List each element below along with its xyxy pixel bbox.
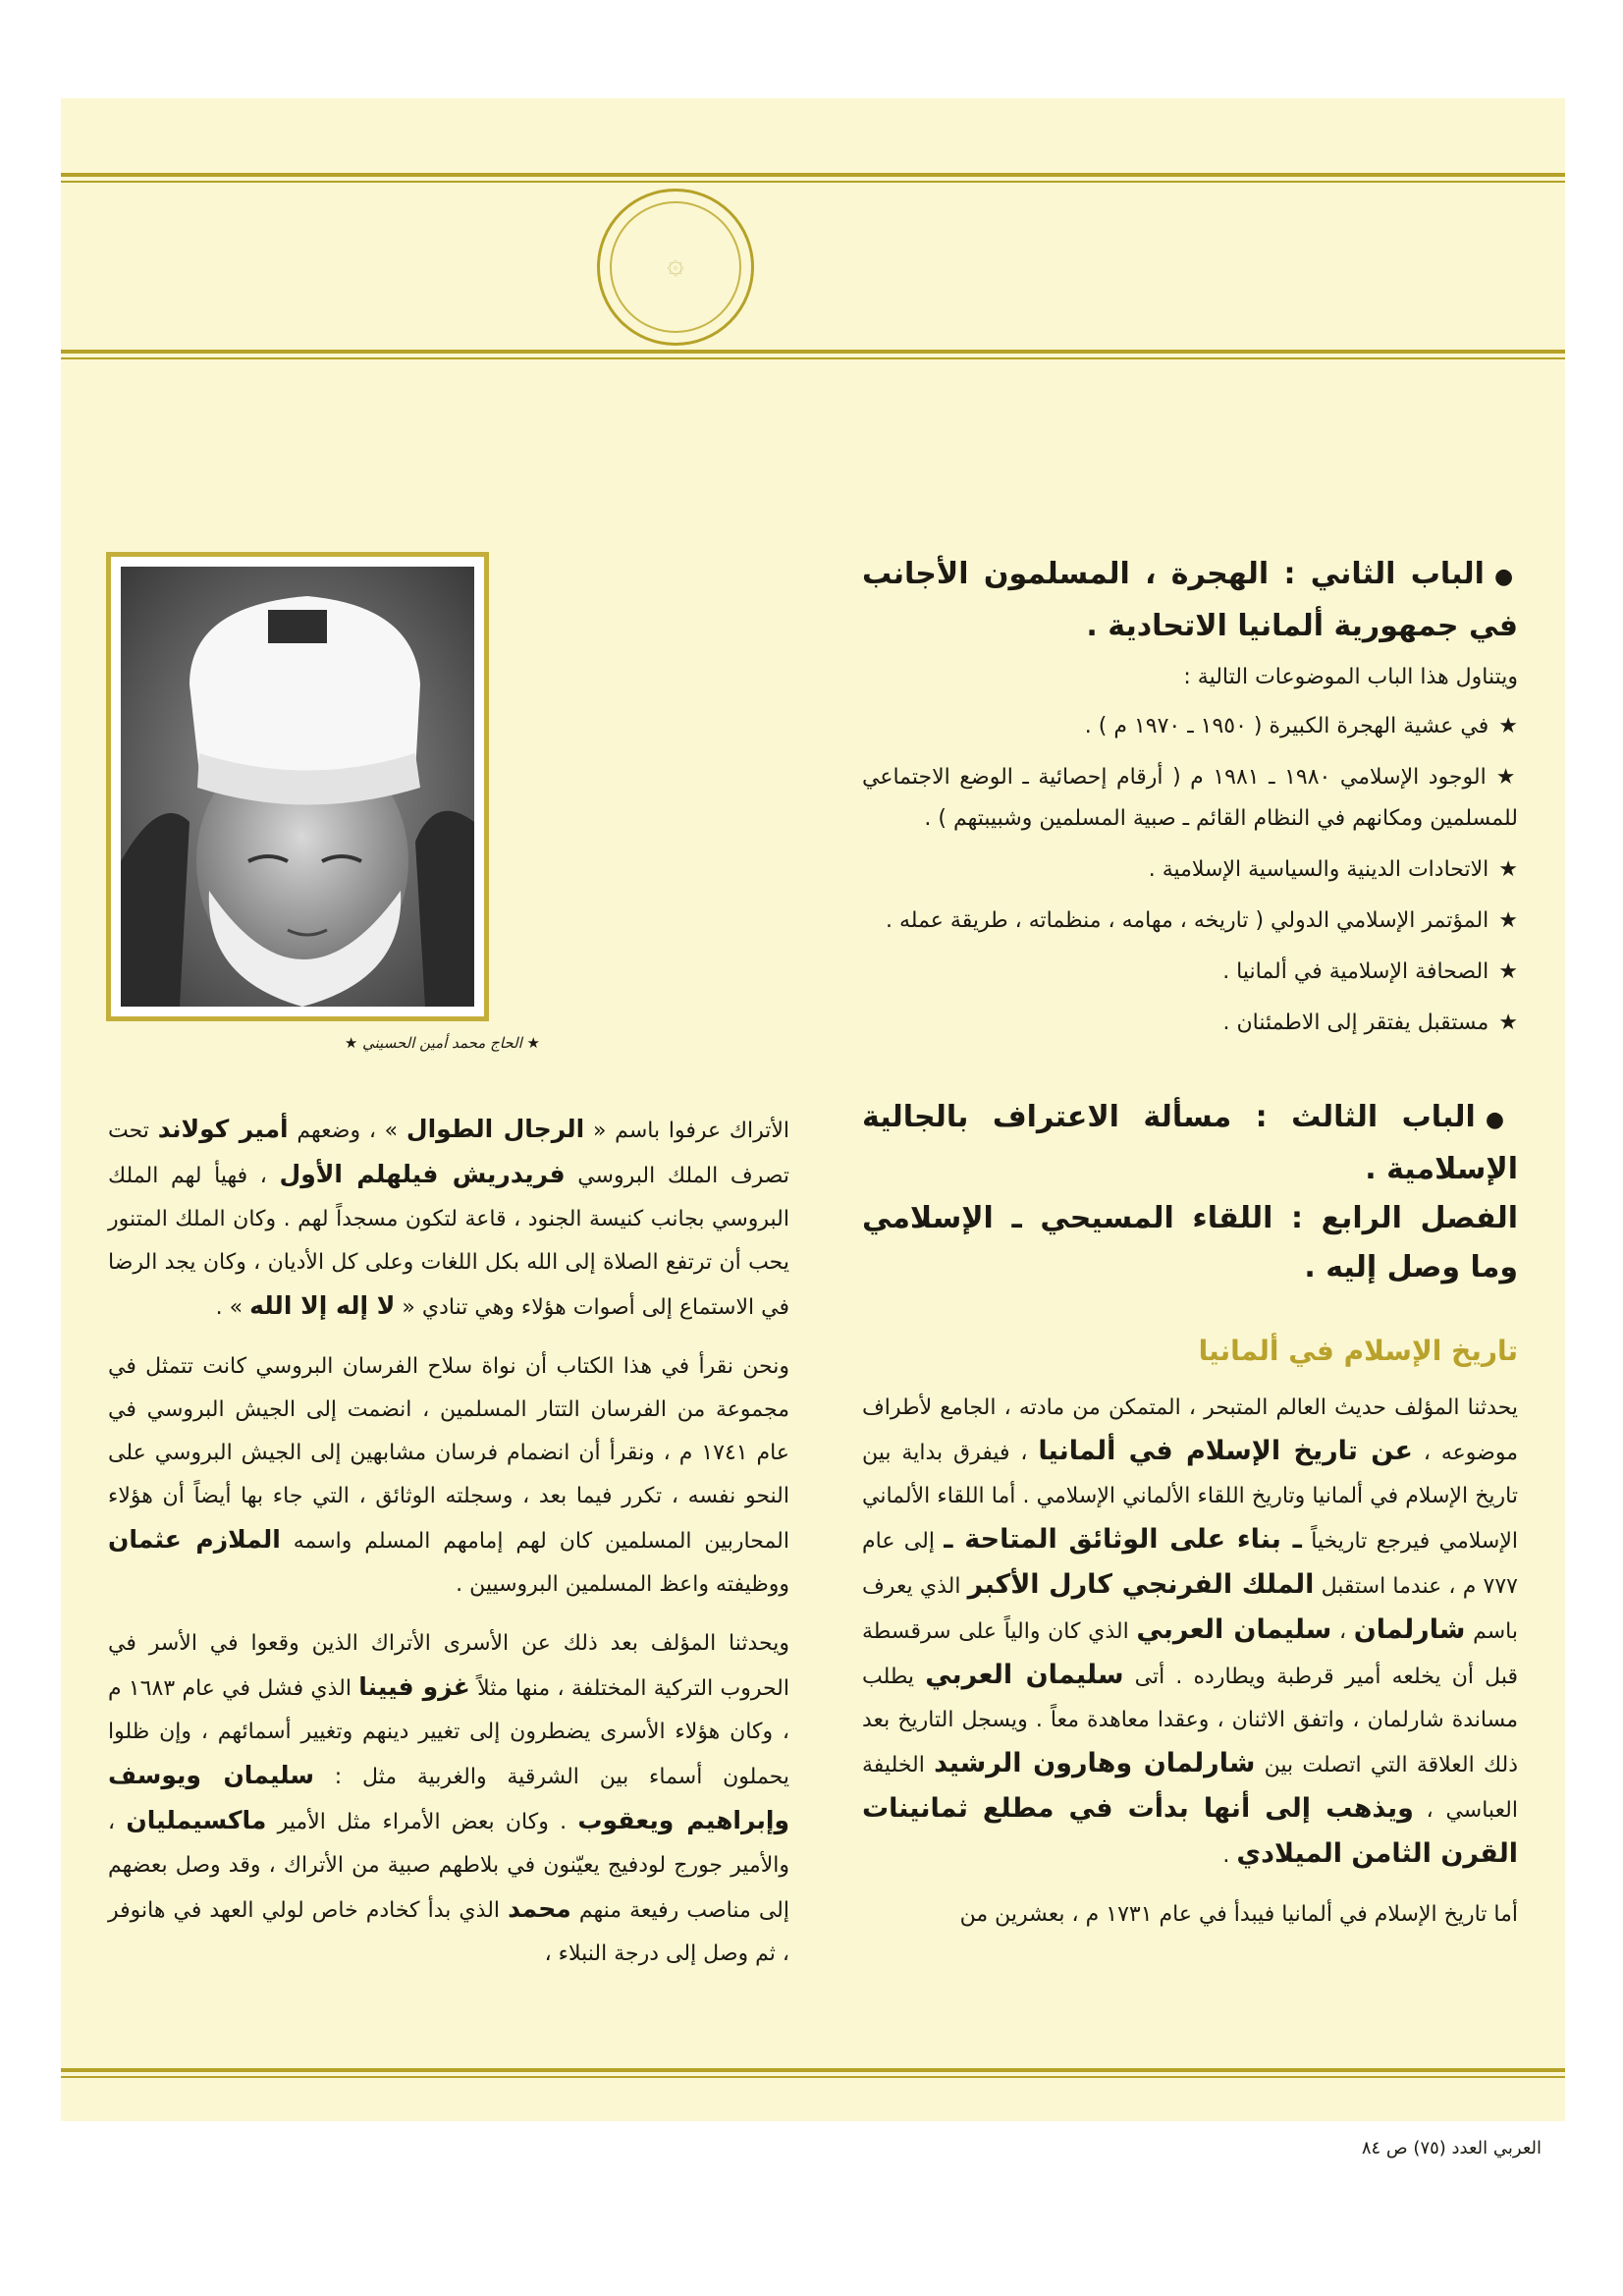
photo-caption: ★ الحاج محمد أمين الحسيني ★ xyxy=(344,1034,540,1052)
emphasis-text: أمير كولاند xyxy=(157,1115,289,1143)
header-rule-bottom-thin xyxy=(61,357,1565,359)
emphasis-text: ماكسيمليان xyxy=(126,1806,267,1834)
emphasis-text: الملازم عثمان xyxy=(108,1525,281,1554)
emphasis-text: فريدريش فيلهلم الأول xyxy=(279,1160,566,1188)
emphasis-text: سليمان العربي xyxy=(925,1660,1124,1690)
emphasis-text: شارلمان وهارون الرشيد xyxy=(934,1748,1256,1778)
star-icon: ★ xyxy=(1498,959,1518,984)
body-text: يطلب مساندة شارلمان ، واتفق الاثنان ، وعقدا معاهدة معاً . ويسجل التاريخ بعد ذلك العلاقة التي اتصلت بين xyxy=(862,1665,1519,1777)
body-text: ونحن نقرأ في هذا الكتاب أن نواة سلاح الفرسان البروسي كانت تتمثل في مجموعة من الفرسان التتار المسلمين ، انضمت إلى الجيش البروسي في عام ١٧٤١ م ، ونقرأ أن انضمام فرسان مشابهين إلى الجيش البروسي على النحو نفسه ، تكرر فيما بعد ، وسجلته الوثائق ، التي جاء بها أيضاً أن هؤلاء المحاربين المسلمين كان لهم إمامهم المسلم واسمه xyxy=(108,1354,789,1554)
body-text: يحدثنا المؤلف حديث العالم المتبحر ، المتمكن من مادته ، الجامع لأطراف موضوعه ، xyxy=(862,1395,1518,1465)
body-text: الأتراك عرفوا باسم « xyxy=(584,1119,790,1143)
body-text: إلى عام ٧٧٧ م ، عندما استقبل xyxy=(862,1529,1518,1599)
star-icon: ★ xyxy=(1498,1011,1518,1035)
emphasis-text: غزو فيينا xyxy=(358,1672,470,1701)
body-text: ويحدثنا المؤلف بعد ذلك عن الأسرى الأتراك الذين وقعوا في الأسر في الحروب التركية المختلفة ، منها مثلاً xyxy=(108,1631,789,1701)
bullet-dot-icon: ● xyxy=(1485,1108,1518,1132)
history-paragraph-2: أما تاريخ الإسلام في ألمانيا فيبدأ في عام ١٧٣١ م ، بعشرين من xyxy=(959,1902,1518,1927)
star-icon: ★ xyxy=(1498,857,1518,882)
star-icon: ★ xyxy=(1495,765,1518,790)
list-item: ★مستقبل يفتقر إلى الاطمئنان . xyxy=(1222,1011,1518,1035)
chapter2-intro: ويتناول هذا الباب الموضوعات التالية : xyxy=(1183,665,1518,689)
emphasis-text: الرجال الطوال xyxy=(406,1115,585,1143)
left-column xyxy=(108,1108,789,1992)
emphasis-text: سليمان العربي xyxy=(1136,1614,1332,1645)
chapter2-heading: ●الباب الثاني : الهجرة ، المسلمون الأجانب في جمهورية ألمانيا الاتحادية . xyxy=(862,557,1518,643)
body-text: » ، وضعهم xyxy=(288,1119,406,1143)
body-text: الذي فشل في عام ١٦٨٣ م ، وكان هؤلاء الأسرى يضطرون إلى تغيير دينهم وتغيير أسمائهم ، وإن ظلوا يحملون أسماء بين الشرقية والغربية مثل : xyxy=(108,1676,789,1789)
list-item: ★الوجود الإسلامي ١٩٨٠ ـ ١٩٨١ م ( أرقام إحصائية ـ الوضع الاجتماعي للمسلمين ومكانهم في النظام القائم ـ صبية المسلمين وشبيبتهم ) . xyxy=(862,765,1518,831)
emphasis-text: ويذهب إلى أنها بدأت في مطلع ثمانينات القرن الثامن الميلادي xyxy=(862,1793,1518,1869)
emphasis-text: ـ بناء على الوثائق المتاحة ـ xyxy=(944,1524,1302,1555)
list-item: ★الصحافة الإسلامية في ألمانيا . xyxy=(1222,959,1518,984)
body-text: تحت تصرف الملك البروسي xyxy=(108,1119,789,1188)
body-text: الذي يعرف باسم xyxy=(862,1574,1518,1644)
body-text: الذي بدأ كخادم خاص لولي العهد في هانوفر ، ثم وصل إلى درجة النبلاء ، xyxy=(108,1898,789,1966)
body-text: الخليفة العباسي ، xyxy=(862,1753,1518,1823)
header-emblem-ornament: ۞ xyxy=(667,246,684,281)
emphasis-text: لا إله إلا الله xyxy=(249,1291,396,1320)
emphasis-text: الملك الفرنجي كارل الأكبر xyxy=(967,1569,1315,1600)
header-rule-top-thin xyxy=(61,181,1565,183)
list-item: ★الاتحادات الدينية والسياسية الإسلامية . xyxy=(1148,857,1518,882)
right-column xyxy=(862,550,1518,1952)
chapter2-items xyxy=(862,706,1518,1044)
footer-rule xyxy=(61,2068,1565,2072)
spacer xyxy=(862,1054,1518,1093)
header-rule-bottom xyxy=(61,350,1565,354)
history-paragraph-1 xyxy=(862,1387,1518,1878)
body-text: . xyxy=(1222,1843,1237,1868)
emphasis-text: محمد xyxy=(508,1894,571,1923)
star-icon: ★ xyxy=(1498,908,1518,933)
body-text: . وكان بعض الأمراء مثل الأمير xyxy=(266,1810,578,1834)
header-rule-top xyxy=(61,173,1565,177)
footer-rule-thin xyxy=(61,2076,1565,2078)
body-text: ووظيفته واعظ المسلمين البروسيين . xyxy=(456,1572,789,1597)
star-icon: ★ xyxy=(1498,714,1518,738)
history-section-title: تاريخ الإسلام في ألمانيا xyxy=(1198,1335,1518,1367)
page-footer: العربي العدد (٧٥) ص ٨٤ xyxy=(1361,2138,1542,2159)
emphasis-text: شارلمان xyxy=(1353,1614,1466,1645)
portrait-photo xyxy=(106,552,489,1021)
body-text: ، فيفرق بداية بين تاريخ الإسلام في ألمانيا وتاريخ اللقاء الألماني الإسلامي . أما اللقاء الألماني الإسلامي فيرجع تاريخياً xyxy=(862,1441,1518,1554)
body-text: الذي كان والياً على سرقسطة قبل أن يخلعه أمير قرطبة ويطارده . أتى xyxy=(862,1619,1518,1689)
left-paragraph-1 xyxy=(108,1108,789,1330)
chapter4-heading: الفصل الرابع : اللقاء المسيحي ـ الإسلامي وما وصل إليه . xyxy=(862,1201,1518,1285)
body-text: ، فهيأ لهم الملك البروسي بجانب كنيسة الجنود ، قاعة لتكون مسجداً لهم . وكان الملك المتنور يحب أن ترتفع الصلاة إلى الله بكل اللغات وعلى كل الأديان ، وكان يجد الرضا في الاستماع إلى أصوات هؤلاء وهي تنادي « xyxy=(108,1164,789,1320)
body-text: ، xyxy=(1331,1619,1354,1644)
emphasis-text: عن تاريخ الإسلام في ألمانيا xyxy=(1038,1436,1413,1466)
body-text: ، والأمير جورج لودفيج يعيّنون في بلاطهم صبية من الأتراك ، وقد وصل بعضهم إلى مناصب رفيعة منهم xyxy=(108,1810,789,1923)
left-paragraph-2 xyxy=(108,1345,789,1607)
bullet-dot-icon: ● xyxy=(1493,565,1518,589)
portrait-image xyxy=(121,567,474,1007)
body-text: » . xyxy=(215,1295,250,1320)
list-item: ★في عشية الهجرة الكبيرة ( ١٩٥٠ ـ ١٩٧٠ م ) . xyxy=(1084,714,1518,738)
emphasis-text: سليمان ويوسف وإبراهيم ويعقوب xyxy=(108,1761,790,1834)
header-emblem xyxy=(597,189,754,346)
left-paragraph-3 xyxy=(108,1622,789,1976)
list-item: ★المؤتمر الإسلامي الدولي ( تاريخه ، مهامه ، منظماته ، طريقة عمله . xyxy=(886,908,1518,933)
chapter3-heading: ●الباب الثالث : مسألة الاعتراف بالجالية الإسلامية . xyxy=(862,1100,1518,1186)
